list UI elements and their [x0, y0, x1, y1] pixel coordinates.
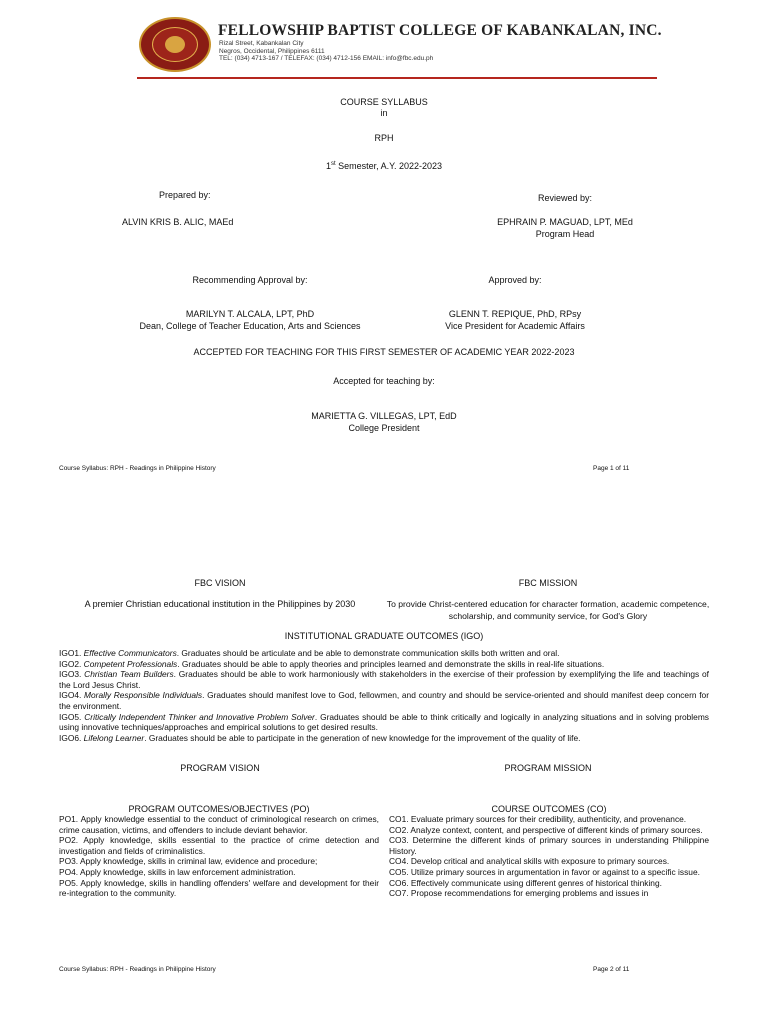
reviewed-label: Reviewed by:	[537, 193, 593, 203]
fbc-mission-heading: FBC MISSION	[518, 578, 578, 588]
co-heading: COURSE OUTCOMES (CO)	[491, 804, 607, 814]
prepared-name: ALVIN KRIS B. ALIC, MAEd	[122, 217, 234, 227]
po-item: PO5. Apply knowledge, skills in handling offenders' welfare and development for their re-integration to the community.	[59, 877, 379, 899]
semester-suffix: st	[330, 161, 336, 167]
footer-course: Course Syllabus: RPH - Readings in Philippine History	[59, 465, 216, 472]
approved-name: GLENN T. REPIQUE, PhD, RPsy	[448, 309, 582, 319]
igo-list	[59, 648, 709, 743]
president-name: MARIETTA G. VILLEGAS, LPT, EdD	[311, 411, 457, 421]
po-heading: PROGRAM OUTCOMES/OBJECTIVES (PO)	[128, 804, 310, 814]
syllabus-in: in	[380, 108, 388, 118]
co-item: CO5. Utilize primary sources in argumentation in favor or against to a specific issue.	[389, 866, 700, 877]
igo-item: IGO1. Effective Communicators. Graduates should be articulate and be able to demonstrate communication skills both written and oral.	[59, 648, 560, 658]
co-item: CO7. Propose recommendations for emerging problems and issues in	[389, 888, 649, 899]
recommending-name: MARILYN T. ALCALA, LPT, PhD	[185, 309, 315, 319]
co-item: CO6. Effectively communicate using different genres of historical thinking.	[389, 877, 662, 888]
po-item: PO2. Apply knowledge, skills essential to the practice of crime detection and investigation and fields of criminalistics.	[59, 835, 379, 856]
po-item: PO3. Apply knowledge, skills in criminal law, evidence and procedure;	[59, 856, 318, 867]
co-item: CO4. Develop critical and analytical skills with exposure to primary sources.	[389, 856, 670, 867]
recommending-label: Recommending Approval by:	[192, 275, 308, 285]
po-item: PO4. Apply knowledge, skills in law enforcement administration.	[59, 866, 296, 877]
recommending-title: Dean, College of Teacher Education, Arts and Sciences	[139, 321, 361, 331]
prepared-label: Prepared by:	[159, 190, 211, 200]
po-item: PO1. Apply knowledge essential to the conduct of criminological research on crimes, crime causation, victims, and offenders to include deviant behavior.	[59, 814, 379, 835]
address-line: Rizal Street, Kabankalan City	[219, 40, 304, 47]
footer-page: Page 2 of 11	[593, 966, 630, 973]
co-item: CO2. Analyze context, content, and perspective of different kinds of primary sources.	[389, 824, 703, 835]
co-list	[389, 814, 709, 962]
footer-page: Page 1 of 11	[593, 465, 630, 472]
fbc-mission-text: To provide Christ-centered education for character formation, academic competence, scholarship, and community service, for God's Glory	[386, 599, 710, 621]
college-name: FELLOWSHIP BAPTIST COLLEGE OF KABANKALAN, INC.	[218, 22, 662, 39]
address-line: TEL: (034) 4713-167 / TELEFAX: (034) 4712-156 EMAIL: info@fbc.edu.ph	[219, 55, 434, 62]
co-item: CO3. Determine the different kinds of primary sources in understanding Philippine History.	[389, 835, 709, 856]
college-seal-icon	[139, 17, 211, 72]
footer-course: Course Syllabus: RPH - Readings in Philippine History	[59, 966, 216, 973]
semester-line	[0, 161, 768, 171]
semester-number: 1	[325, 161, 331, 171]
reviewed-name: EPHRAIN P. MAGUAD, LPT, MEd	[497, 217, 633, 227]
po-list	[59, 814, 379, 899]
course-code: RPH	[374, 133, 394, 143]
co-item: CO1. Evaluate primary sources for their credibility, authenticity, and provenance.	[389, 814, 687, 824]
igo-item: IGO2. Competent Professionals. Graduates should be able to apply theories and principles learned and demonstrate the skills in real-life situations.	[59, 658, 605, 669]
accepted-label: Accepted for teaching by:	[333, 376, 435, 386]
approved-label: Approved by:	[488, 275, 542, 285]
igo-item: IGO6. Lifelong Learner. Graduates should be able to participate in the generation of new knowledge for the improvement of the quality of life.	[59, 732, 581, 743]
igo-heading: INSTITUTIONAL GRADUATE OUTCOMES (IGO)	[284, 631, 484, 641]
reviewed-title: Program Head	[535, 229, 595, 239]
semester-text: Semester, A.Y. 2022-2023	[335, 161, 443, 171]
program-vision-heading: PROGRAM VISION	[180, 763, 260, 773]
syllabus-title: COURSE SYLLABUS	[340, 97, 428, 107]
approved-title: Vice President for Academic Affairs	[445, 321, 585, 331]
college-address	[219, 40, 433, 63]
accepted-statement: ACCEPTED FOR TEACHING FOR THIS FIRST SEMESTER OF ACADEMIC YEAR 2022-2023	[193, 347, 575, 357]
header-divider	[137, 77, 657, 79]
fbc-vision-text: A premier Christian educational institution in the Philippines by 2030	[84, 599, 356, 609]
president-title: College President	[348, 423, 420, 433]
program-mission-heading: PROGRAM MISSION	[504, 763, 592, 773]
address-line: Negros, Occidental, Philippines 6111	[219, 47, 325, 55]
fbc-vision-heading: FBC VISION	[194, 578, 246, 588]
igo-item: IGO4. Morally Responsible Individuals. Graduates should manifest love to God, fellowmen, and country and should be service-oriented and should manifest deep concern for the environment.	[59, 690, 709, 711]
igo-item: IGO5. Critically Independent Thinker and Innovative Problem Solver. Graduates should be able to think critically and logically in analyzing situations and in solving problems using innovative techniques/approaches and empirical solutions to get desired results.	[59, 711, 709, 733]
igo-item: IGO3. Christian Team Builders. Graduates should be able to work harmoniously with stakeholders in the exercise of their profession by exemplifying the life and teachings of the Lord Jesus Christ.	[59, 669, 709, 690]
